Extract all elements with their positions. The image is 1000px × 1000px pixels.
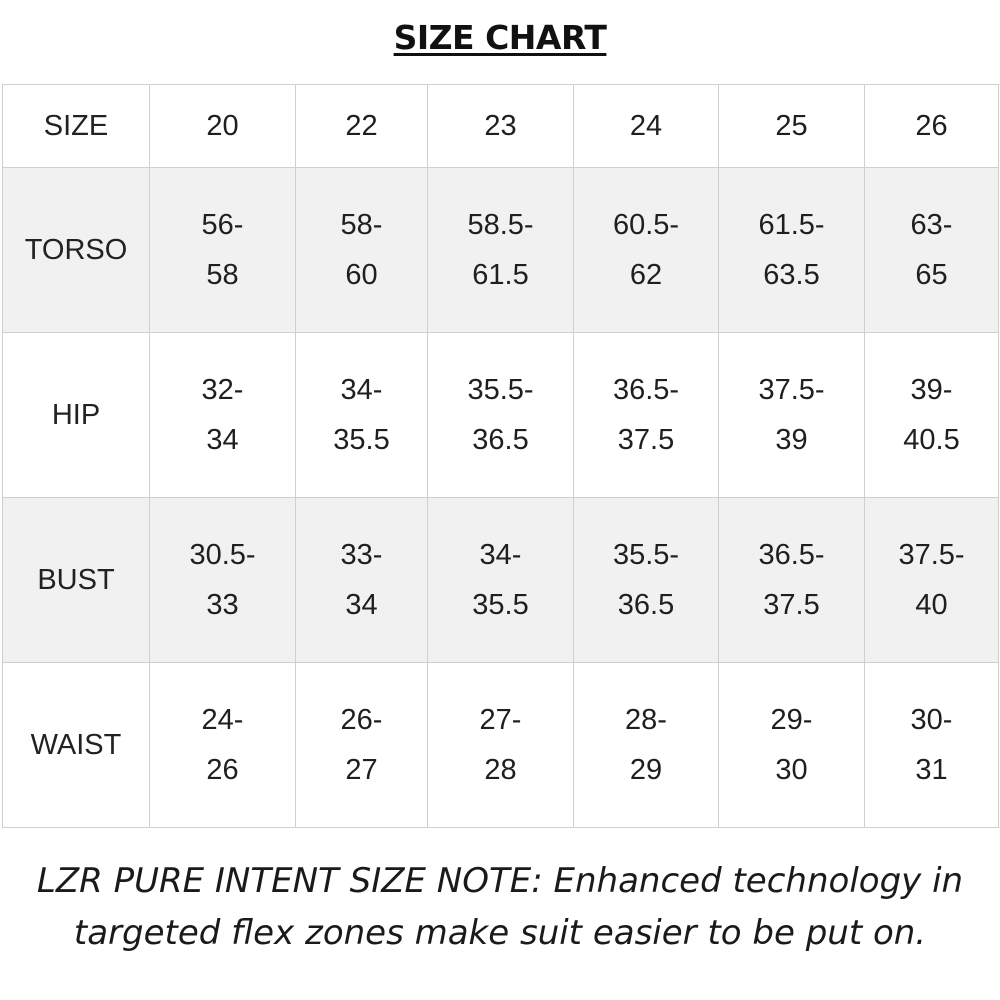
cell-line: 37.5 <box>763 589 820 621</box>
table-cell <box>428 663 574 828</box>
table-cell <box>428 498 574 663</box>
cell-line: 37.5- <box>758 374 825 406</box>
cell-line: 39 <box>775 424 808 456</box>
cell-line: 30- <box>910 704 953 736</box>
table-header-row <box>3 85 999 168</box>
cell-line: 58 <box>206 259 239 291</box>
cell-line: 36.5 <box>472 424 529 456</box>
table-cell <box>296 333 428 498</box>
table-cell <box>150 498 296 663</box>
cell-line: 30.5- <box>189 539 256 571</box>
cell-line: 27 <box>345 754 378 786</box>
cell-line: 56- <box>201 209 244 241</box>
cell-line: 26 <box>206 754 239 786</box>
cell-line: 35.5- <box>467 374 534 406</box>
header-size-cell: 20 <box>150 85 296 168</box>
size-note-line-2: targeted flex zones make suit easier to be put on. <box>73 913 927 953</box>
table-cell <box>296 498 428 663</box>
table-cell <box>865 168 999 333</box>
table-cell <box>428 333 574 498</box>
cell-line: 58.5- <box>467 209 534 241</box>
table-cell <box>150 663 296 828</box>
header-size-cell: 26 <box>865 85 999 168</box>
size-note <box>0 855 1000 959</box>
cell-line: 27- <box>479 704 522 736</box>
cell-line: 24- <box>201 704 244 736</box>
cell-line: 35.5 <box>472 589 529 621</box>
table-row-bust <box>3 498 999 663</box>
cell-line: 35.5- <box>612 539 680 571</box>
table-cell <box>865 498 999 663</box>
cell-line: 61.5- <box>758 209 825 241</box>
page-title <box>0 16 1000 60</box>
size-note-line-1: LZR PURE INTENT SIZE NOTE: Enhanced technology in <box>36 861 964 901</box>
cell-line: 62 <box>629 259 663 291</box>
cell-line: 65 <box>915 259 948 291</box>
table-cell <box>574 498 719 663</box>
cell-line: 34 <box>206 424 239 456</box>
cell-line: 39- <box>910 374 953 406</box>
cell-line: 29 <box>629 754 663 786</box>
table-cell <box>719 333 865 498</box>
cell-line: 34- <box>479 539 522 571</box>
cell-line: 29- <box>770 704 813 736</box>
cell-line: 40 <box>915 589 948 621</box>
row-label-torso: TORSO <box>3 168 150 333</box>
table-cell <box>719 663 865 828</box>
cell-line: 60 <box>345 259 378 291</box>
cell-line: 35.5 <box>333 424 390 456</box>
cell-line: 33 <box>206 589 239 621</box>
page-title-text: SIZE CHART <box>393 18 607 57</box>
table-cell <box>574 168 719 333</box>
cell-line: 63- <box>910 209 953 241</box>
header-size-cell: 22 <box>296 85 428 168</box>
cell-line: 58- <box>340 209 383 241</box>
cell-line: 40.5 <box>903 424 960 456</box>
table-cell <box>865 333 999 498</box>
table-row-waist <box>3 663 999 828</box>
row-label-hip: HIP <box>3 333 150 498</box>
size-chart-table <box>2 84 999 828</box>
cell-line: 37.5 <box>617 424 675 456</box>
table-cell <box>719 168 865 333</box>
table-cell <box>296 168 428 333</box>
cell-line: 26- <box>340 704 383 736</box>
row-label-waist: WAIST <box>3 663 150 828</box>
cell-line: 34- <box>340 374 383 406</box>
cell-line: 28 <box>484 754 517 786</box>
table-cell <box>296 663 428 828</box>
cell-line: 36.5- <box>758 539 825 571</box>
header-size-cell: 24 <box>574 85 719 168</box>
cell-line: 31 <box>915 754 948 786</box>
table-cell <box>865 663 999 828</box>
cell-line: 60.5- <box>612 209 680 241</box>
table-cell <box>150 333 296 498</box>
table-cell <box>719 498 865 663</box>
table-row-torso <box>3 168 999 333</box>
cell-line: 37.5- <box>898 539 965 571</box>
cell-line: 61.5 <box>472 259 529 291</box>
table-cell <box>150 168 296 333</box>
cell-line: 30 <box>775 754 808 786</box>
table-cell <box>428 168 574 333</box>
header-size-cell: 25 <box>719 85 865 168</box>
cell-line: 32- <box>201 374 244 406</box>
table-cell <box>574 333 719 498</box>
cell-line: 63.5 <box>763 259 820 291</box>
cell-line: 36.5 <box>617 589 675 621</box>
cell-line: 34 <box>345 589 378 621</box>
cell-line: 36.5- <box>612 374 680 406</box>
table-row-hip <box>3 333 999 498</box>
cell-line: 28- <box>625 704 667 736</box>
cell-line: 33- <box>340 539 383 571</box>
row-label-bust: BUST <box>3 498 150 663</box>
header-size-cell: 23 <box>428 85 574 168</box>
header-label-size: SIZE <box>3 85 150 168</box>
table-cell <box>574 663 719 828</box>
